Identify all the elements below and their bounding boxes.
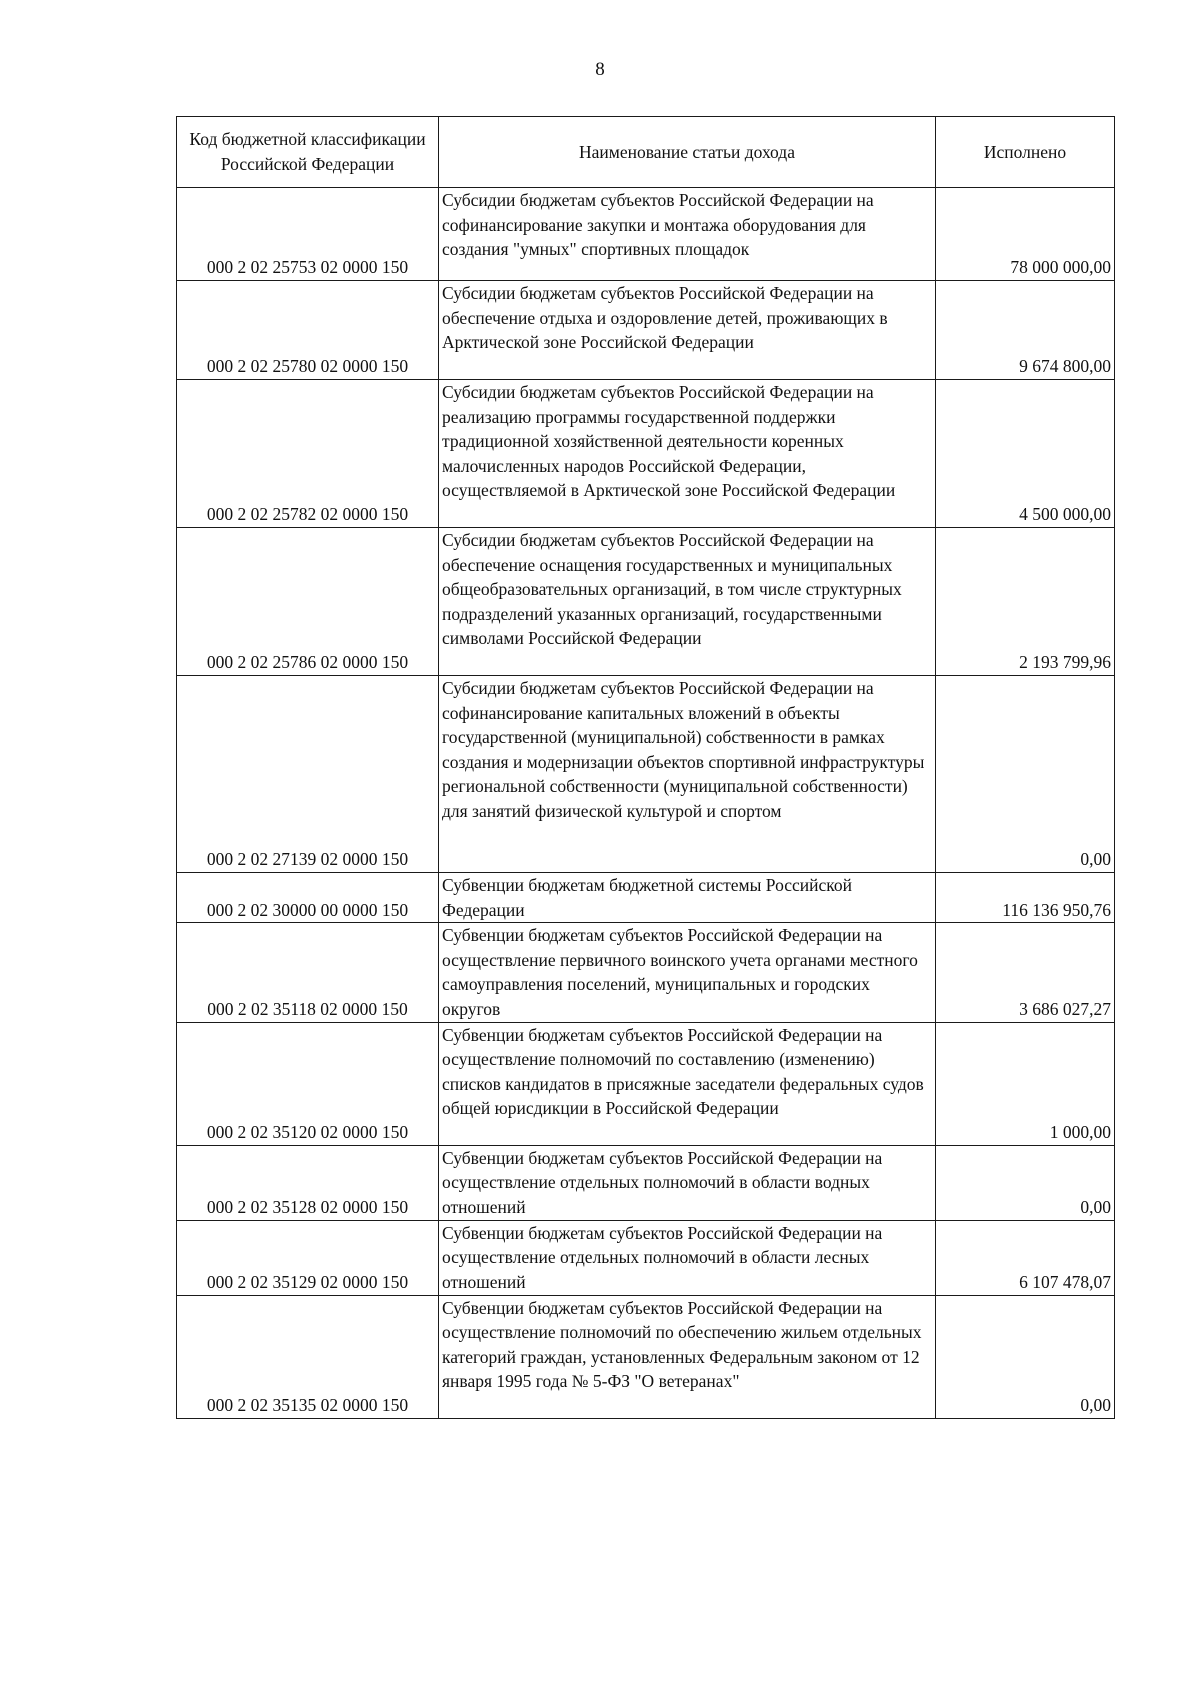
table-row xyxy=(177,1145,1115,1220)
table-row xyxy=(177,1220,1115,1295)
row-code: 000 2 02 27139 02 0000 150 xyxy=(177,676,439,873)
row-sum: 2 193 799,96 xyxy=(936,528,1115,676)
row-sum: 78 000 000,00 xyxy=(936,188,1115,281)
row-code: 000 2 02 25786 02 0000 150 xyxy=(177,528,439,676)
row-name: Субвенции бюджетам субъектов Российской Федерации на осуществление первичного воинского учета органами местного самоуправления поселений, муниципальных и городских округов xyxy=(439,923,936,1022)
table-row xyxy=(177,873,1115,923)
table-row xyxy=(177,188,1115,281)
row-sum: 4 500 000,00 xyxy=(936,380,1115,528)
row-code: 000 2 02 35135 02 0000 150 xyxy=(177,1295,439,1418)
table-row xyxy=(177,380,1115,528)
row-code: 000 2 02 30000 00 0000 150 xyxy=(177,873,439,923)
row-code: 000 2 02 25753 02 0000 150 xyxy=(177,188,439,281)
row-code: 000 2 02 25782 02 0000 150 xyxy=(177,380,439,528)
row-sum: 0,00 xyxy=(936,1145,1115,1220)
row-sum: 9 674 800,00 xyxy=(936,281,1115,380)
row-sum: 116 136 950,76 xyxy=(936,873,1115,923)
revenue-table xyxy=(176,116,1115,1419)
header-code: Код бюджетной классификации Российской Федерации xyxy=(177,117,439,188)
row-name: Субсидии бюджетам субъектов Российской Федерации на обеспечение оснащения государственных и муниципальных общеобразовательных организаций, в том числе структурных подразделений указанных организаций, государственными символами Российской Федерации xyxy=(439,528,936,676)
table-body xyxy=(177,188,1115,1419)
table-row xyxy=(177,1022,1115,1145)
row-name: Субсидии бюджетам субъектов Российской Федерации на софинансирование закупки и монтажа оборудования для создания "умных" спортивных площадок xyxy=(439,188,936,281)
row-name: Субсидии бюджетам субъектов Российской Федерации на реализацию программы государственной поддержки традиционной хозяйственной деятельности коренных малочисленных народов Российской Федерации, осуществляемой в Арктической зоне Российской Федерации xyxy=(439,380,936,528)
row-name: Субвенции бюджетам субъектов Российской Федерации на осуществление отдельных полномочий в области водных отношений xyxy=(439,1145,936,1220)
row-code: 000 2 02 25780 02 0000 150 xyxy=(177,281,439,380)
table-row xyxy=(177,676,1115,873)
row-name: Субвенции бюджетам субъектов Российской Федерации на осуществление полномочий по обеспечению жильем отдельных категорий граждан, установленных Федеральным законом от 12 января 1995 года № 5-ФЗ "О ветеранах" xyxy=(439,1295,936,1418)
row-sum: 6 107 478,07 xyxy=(936,1220,1115,1295)
row-name: Субвенции бюджетам субъектов Российской Федерации на осуществление отдельных полномочий в области лесных отношений xyxy=(439,1220,936,1295)
table-header xyxy=(177,117,1115,188)
table-row xyxy=(177,281,1115,380)
header-name: Наименование статьи дохода xyxy=(439,117,936,188)
table-row xyxy=(177,1295,1115,1418)
row-sum: 3 686 027,27 xyxy=(936,923,1115,1022)
row-name: Субсидии бюджетам субъектов Российской Федерации на обеспечение отдыха и оздоровление детей, проживающих в Арктической зоне Российской Федерации xyxy=(439,281,936,380)
row-name: Субсидии бюджетам субъектов Российской Федерации на софинансирование капитальных вложений в объекты государственной (муниципальной) собственности в рамках создания и модернизации объектов спортивной инфраструктуры региональной собственности (муниципальной собственности) для занятий физической культурой и спортом xyxy=(439,676,936,873)
row-sum: 1 000,00 xyxy=(936,1022,1115,1145)
row-code: 000 2 02 35128 02 0000 150 xyxy=(177,1145,439,1220)
row-sum: 0,00 xyxy=(936,676,1115,873)
row-sum: 0,00 xyxy=(936,1295,1115,1418)
header-row xyxy=(177,117,1115,188)
page-number: 8 xyxy=(595,59,605,80)
table-row xyxy=(177,923,1115,1022)
row-code: 000 2 02 35118 02 0000 150 xyxy=(177,923,439,1022)
row-name: Субвенции бюджетам бюджетной системы Российской Федерации xyxy=(439,873,936,923)
row-code: 000 2 02 35129 02 0000 150 xyxy=(177,1220,439,1295)
row-name: Субвенции бюджетам субъектов Российской Федерации на осуществление полномочий по составлению (изменению) списков кандидатов в присяжные заседатели федеральных судов общей юрисдикции в Российской Федерации xyxy=(439,1022,936,1145)
row-code: 000 2 02 35120 02 0000 150 xyxy=(177,1022,439,1145)
table-row xyxy=(177,528,1115,676)
header-sum: Исполнено xyxy=(936,117,1115,188)
